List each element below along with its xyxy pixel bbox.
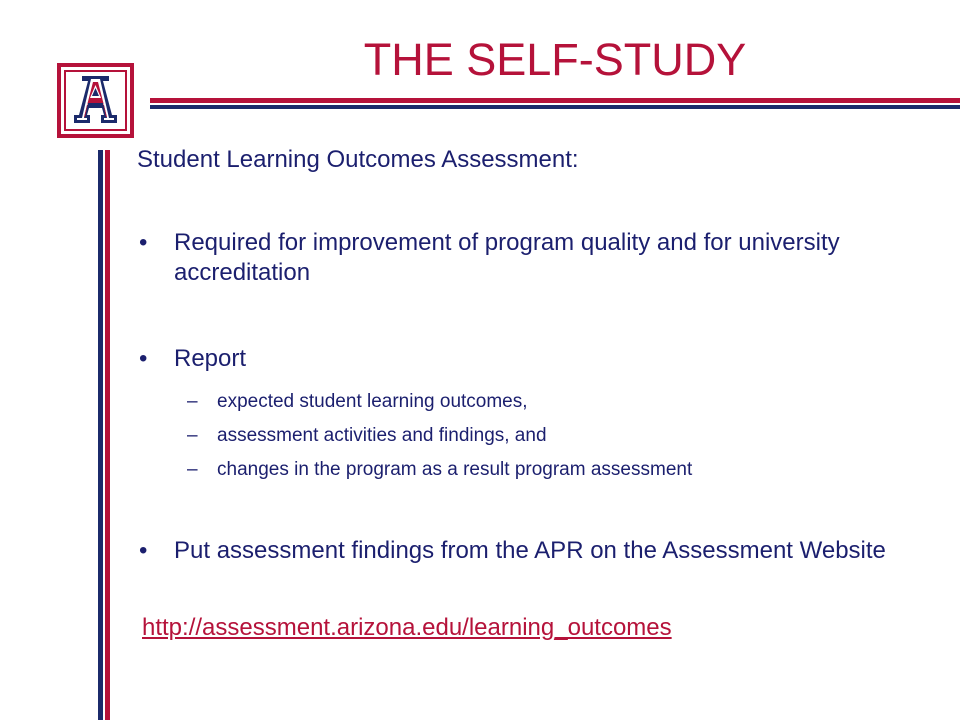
side-divider-navy-stripe bbox=[98, 150, 103, 720]
title-divider-navy-stripe bbox=[150, 105, 960, 109]
sub-item-symbol: – bbox=[187, 425, 198, 446]
arizona-logo-icon bbox=[57, 63, 134, 138]
slide-subtitle: Student Learning Outcomes Assessment: bbox=[137, 146, 579, 173]
sub-item-text: assessment activities and findings, and bbox=[217, 425, 547, 446]
bullet-text: Put assessment findings from the APR on the Assessment Website bbox=[174, 537, 886, 564]
sub-item-symbol: – bbox=[187, 459, 198, 480]
sub-item-text: expected student learning outcomes, bbox=[217, 391, 528, 412]
bullet-symbol: • bbox=[139, 345, 148, 372]
sub-item-symbol: – bbox=[187, 391, 198, 412]
title-divider-red-stripe bbox=[150, 98, 960, 103]
bullet-text: Required for improvement of program quality and for university accreditation bbox=[174, 229, 840, 286]
bullet-symbol: • bbox=[139, 537, 148, 564]
slide-title: THE SELF-STUDY bbox=[363, 34, 747, 85]
assessment-website-link[interactable]: http://assessment.arizona.edu/learning_outcomes bbox=[142, 614, 672, 641]
bullet-symbol: • bbox=[139, 229, 148, 256]
title-divider bbox=[150, 98, 960, 109]
side-divider bbox=[98, 150, 110, 720]
sub-item-text: changes in the program as a result program assessment bbox=[217, 459, 693, 480]
bullet-text: Report bbox=[174, 345, 247, 372]
side-divider-red-stripe bbox=[105, 150, 110, 720]
